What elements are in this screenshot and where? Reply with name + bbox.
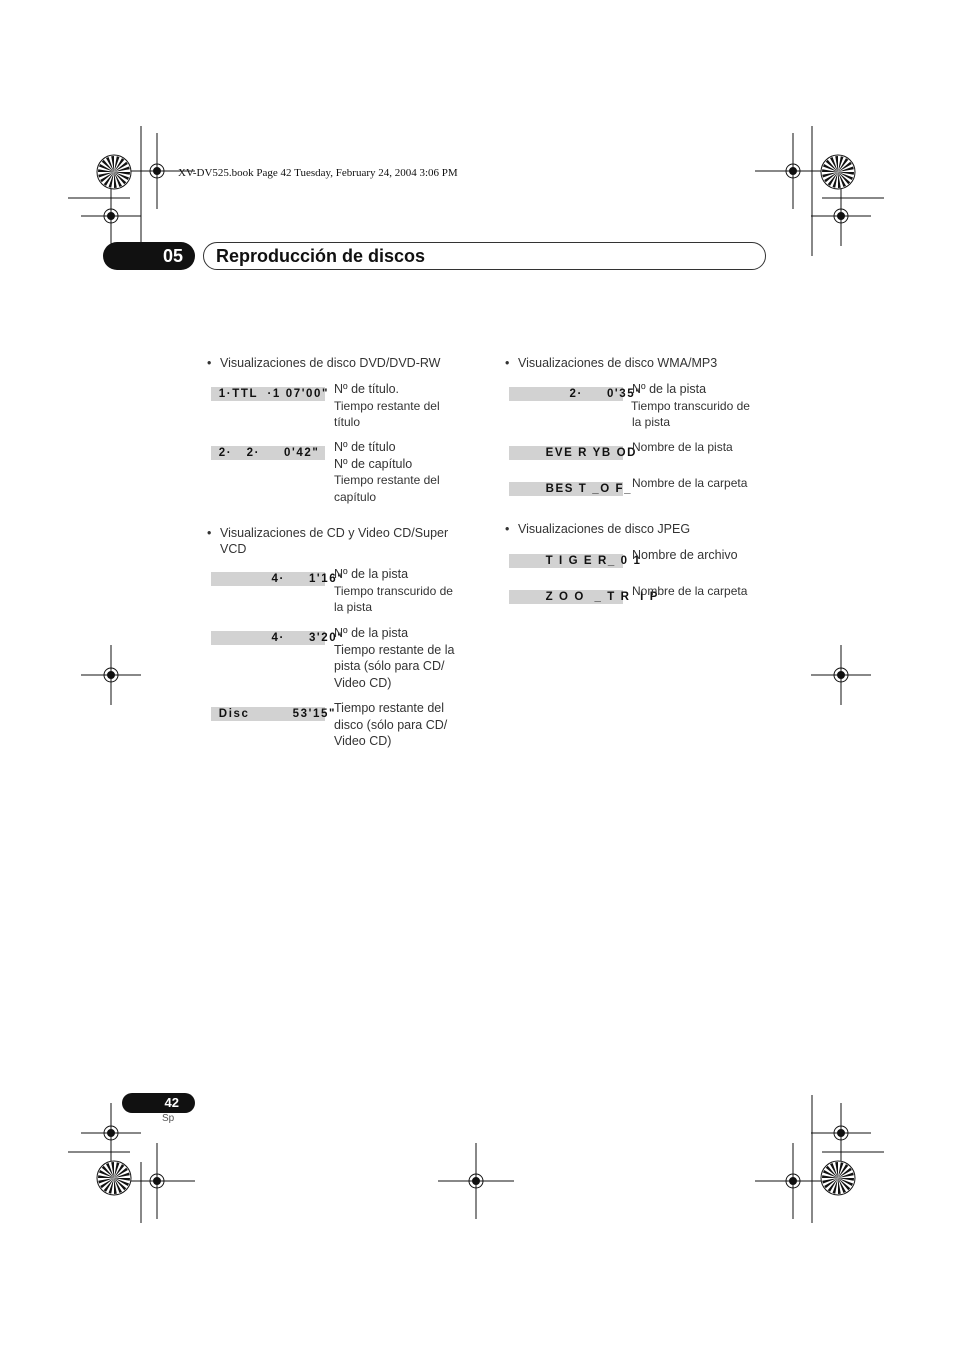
lcd-display: EVE R YB OD bbox=[509, 446, 623, 460]
cd-heading: • Visualizaciones de CD y Video CD/Super VCD bbox=[207, 526, 449, 556]
registration-target bbox=[838, 672, 845, 679]
dvd-heading: • Visualizaciones de disco DVD/DVD-RW bbox=[207, 356, 441, 370]
registration-target bbox=[790, 1178, 797, 1185]
registration-target bbox=[108, 1130, 115, 1137]
lcd-display: BES T _O F_ bbox=[509, 482, 623, 496]
display-description: Nº de título. Tiempo restante del título bbox=[334, 382, 440, 429]
registration-target bbox=[154, 1178, 161, 1185]
registration-target bbox=[108, 672, 115, 679]
display-description: Nombre de archivo bbox=[632, 548, 738, 562]
display-description: Nombre de la carpeta bbox=[632, 584, 748, 598]
file-header: XV-DV525.book Page 42 Tuesday, February 24, 2004 3:06 PM bbox=[178, 167, 458, 179]
registration-target bbox=[154, 168, 161, 175]
registration-target bbox=[108, 213, 115, 220]
display-description: Tiempo restante del disco (sólo para CD/ Video CD) bbox=[334, 701, 448, 748]
lcd-display: 4· 3'20" bbox=[211, 631, 325, 645]
display-description: Nº de la pista Tiempo transcurido de la pista bbox=[631, 382, 750, 429]
registration-target bbox=[838, 1130, 845, 1137]
lcd-display: T I G E R_ 0 1 bbox=[509, 554, 623, 568]
chapter-number: 05 bbox=[103, 242, 195, 270]
display-description: Nombre de la pista bbox=[632, 440, 733, 454]
display-description: Nombre de la carpeta bbox=[632, 476, 748, 490]
lcd-display: 4· 1'16" bbox=[211, 572, 325, 586]
lcd-display: 2· 2· 0'42" bbox=[211, 446, 325, 460]
chapter-title: Reproducción de discos bbox=[216, 246, 426, 266]
display-description: Nº de la pista Tiempo transcurido de la pista bbox=[334, 567, 453, 614]
lcd-display: 2· 0'35" bbox=[509, 387, 623, 401]
lcd-display: 1·TTL ·1 07'00" bbox=[211, 387, 325, 401]
page-number: 42 bbox=[122, 1093, 195, 1113]
registration-target bbox=[790, 168, 797, 175]
registration-target bbox=[473, 1178, 480, 1185]
display-description: Nº de la pista Tiempo restante de la pista (sólo para CD/ Video CD) bbox=[334, 626, 455, 690]
jpeg-heading: • Visualizaciones de disco JPEG bbox=[505, 522, 691, 536]
page-language: Sp bbox=[162, 1113, 175, 1124]
display-description: Nº de título Nº de capítulo Tiempo restante del capítulo bbox=[334, 440, 440, 504]
lcd-display: Disc 53'15" bbox=[211, 707, 325, 721]
wma-heading: • Visualizaciones de disco WMA/MP3 bbox=[505, 356, 718, 370]
lcd-display: Z O O _ T R I P bbox=[509, 590, 623, 604]
registration-target bbox=[838, 213, 845, 220]
